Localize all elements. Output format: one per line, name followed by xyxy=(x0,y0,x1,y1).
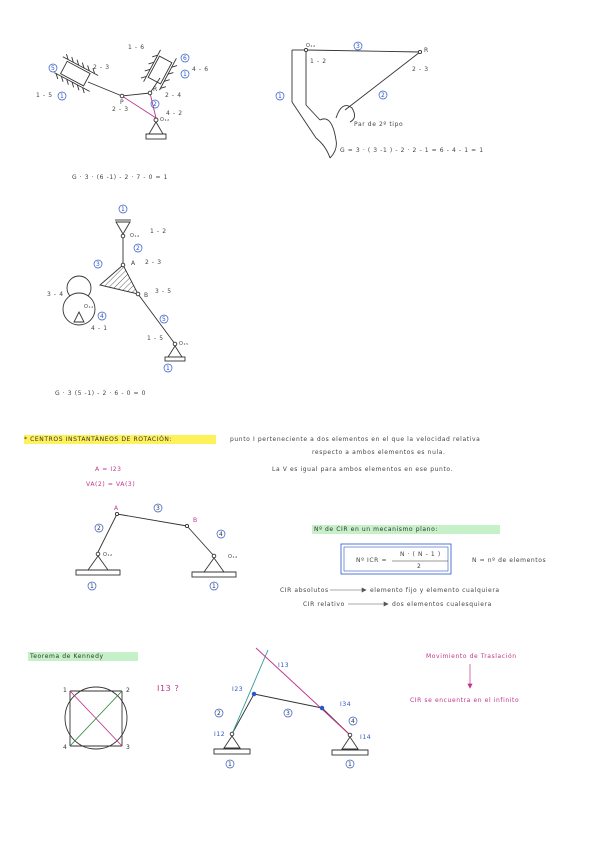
fig3-joint-3-5: 3 - 5 xyxy=(155,288,172,295)
kennedy-diagram xyxy=(65,687,127,749)
ncir-absolute-left: CIR absolutos xyxy=(280,587,329,594)
fig3-joint-2-3: 2 - 3 xyxy=(145,259,162,266)
fig1-n1b: 1 xyxy=(183,71,188,78)
fig1-joint-1-5: 1 - 5 xyxy=(36,92,53,99)
fig4-n4: 4 xyxy=(219,531,224,538)
fig2-par-note: Par de 2º tipo xyxy=(354,121,404,128)
fig1-joint-1-6: 1 - 6 xyxy=(128,44,145,51)
fig5-n3: 3 xyxy=(286,710,291,717)
fig2-label-r: R xyxy=(424,47,429,54)
fig2-joint-1-2: 1 - 2 xyxy=(310,58,327,65)
translation-title: Movimiento de Traslación xyxy=(426,653,517,660)
fig3-label-o15: O₁₅ xyxy=(179,341,189,347)
fig3-n2: 2 xyxy=(136,245,141,252)
fig5-n1b: 1 xyxy=(348,761,353,768)
fig4-n3: 3 xyxy=(156,505,161,512)
fig3-joint-4-1: 4 - 1 xyxy=(91,325,108,332)
fig5-n1a: 1 xyxy=(228,761,233,768)
ncir-note: N = nº de elementos xyxy=(472,557,547,564)
fig3-joint-1-5: 1 - 5 xyxy=(147,335,164,342)
fig4-label-o12: O₁₂ xyxy=(103,552,113,558)
fig5-i14: I14 xyxy=(360,734,372,741)
fig4-n1b: 1 xyxy=(212,583,217,590)
fig2-n1: 1 xyxy=(278,93,283,100)
cir-definition-1: punto I perteneciente a dos elementos en el que la velocidad relativa xyxy=(230,436,481,443)
fig5-i23: I23 xyxy=(232,686,244,693)
fig4-label-b: B xyxy=(193,517,198,524)
fig1-joint-4-6: 4 - 6 xyxy=(192,66,209,73)
ncir-heading: Nº de CIR en un mecanismo plano: xyxy=(314,526,438,533)
fig4-n1a: 1 xyxy=(90,583,95,590)
translation-text: CIR se encuentra en el infinito xyxy=(410,697,520,704)
fig5-circles xyxy=(215,709,357,768)
fig3-formula: G · 3 (5 -1) - 2 · 6 - 0 = 0 xyxy=(55,390,147,397)
fig1-label-o: O₁₂ xyxy=(160,117,170,123)
fig1-n1a: 1 xyxy=(60,93,65,100)
ncir-formula-left: Nº ICR = xyxy=(356,557,388,564)
fig5-n2: 2 xyxy=(217,710,222,717)
fig1-label-p: 2 - 3 xyxy=(112,106,129,113)
fig3-label-a: A xyxy=(131,260,136,267)
fig3-label-o12: O₁₂ xyxy=(130,233,140,239)
kennedy-v3: 3 xyxy=(126,744,131,751)
fig2-joint-2-3: 2 - 3 xyxy=(412,66,429,73)
fig3-n4: 4 xyxy=(100,313,105,320)
fig5-n4: 4 xyxy=(351,718,356,725)
ncir-relative-right: dos elementos cualesquiera xyxy=(392,601,492,608)
fig4-mechanism xyxy=(76,512,236,577)
fig2-n2: 2 xyxy=(381,92,386,99)
fig1-mechanism xyxy=(52,48,179,139)
fig1-n5: 5 xyxy=(51,65,56,72)
fig4-label-o14: O₁₄ xyxy=(228,554,238,560)
fig3-label-b: B xyxy=(144,292,149,299)
fig4-label-a: A xyxy=(114,505,119,512)
fig3-n1: 1 xyxy=(121,206,126,213)
ncir-numerator: N · ( N - 1 ) xyxy=(400,551,441,558)
kennedy-v1: 1 xyxy=(63,687,68,694)
fig3-n3: 3 xyxy=(96,261,101,268)
ncir-relative-left: CIR relativo xyxy=(303,601,345,608)
fig3-joint-1-2: 1 - 2 xyxy=(150,228,167,235)
cir-heading: * CENTROS INSTANTÁNEOS DE ROTACIÓN: xyxy=(24,436,173,443)
kennedy-v4: 4 xyxy=(63,744,68,751)
fig2-n3: 3 xyxy=(356,43,361,50)
ncir-absolute-right: elemento fijo y elemento cualquiera xyxy=(370,587,500,594)
kennedy-heading: Teorema de Kennedy xyxy=(30,653,104,660)
fig3-label-o14: O₁₄ xyxy=(84,304,94,310)
cir-definition-3: La V es igual para ambos elementos en ese punto. xyxy=(272,466,454,473)
fig1-joint-2-3: 2 - 3 xyxy=(93,64,110,71)
fig3-n1b: 1 xyxy=(166,365,171,372)
kennedy-question: I13 ? xyxy=(157,684,180,693)
fig4-n2: 2 xyxy=(97,525,102,532)
kennedy-v2: 2 xyxy=(126,687,131,694)
cir-formula-v: VA(2) = VA(3) xyxy=(86,481,136,488)
fig5-i34: I34 xyxy=(340,701,352,708)
fig3-joint-3-4: 3 - 4 xyxy=(47,291,64,298)
cir-formula-a: A = I23 xyxy=(95,466,122,473)
cir-definition-2: respecto a ambos elementos es nula. xyxy=(312,449,446,456)
fig2-formula: G = 3 · ( 3 -1 ) - 2 · 2 - 1 = 6 - 4 - 1 = 1 xyxy=(340,147,484,154)
translation-arrow xyxy=(468,664,472,688)
fig1-joint-2-4: 2 - 4 xyxy=(165,92,182,99)
fig5-i13: I13 xyxy=(278,662,290,669)
ncir-denominator: 2 xyxy=(417,563,422,570)
fig1-label-r: R xyxy=(153,86,158,93)
fig1-label-q: P xyxy=(120,99,125,106)
fig1-n6: 6 xyxy=(183,55,188,62)
fig1-n2: 2 xyxy=(153,101,158,108)
fig1-formula: G · 3 · (6 -1) - 2 · 7 - 0 = 1 xyxy=(72,174,169,181)
fig5-i12: I12 xyxy=(214,731,226,738)
fig3-n5: 5 xyxy=(162,316,167,323)
fig1-joint-4-2: 4 - 2 xyxy=(166,110,183,117)
fig2-label-o: O₁₂ xyxy=(306,43,316,49)
